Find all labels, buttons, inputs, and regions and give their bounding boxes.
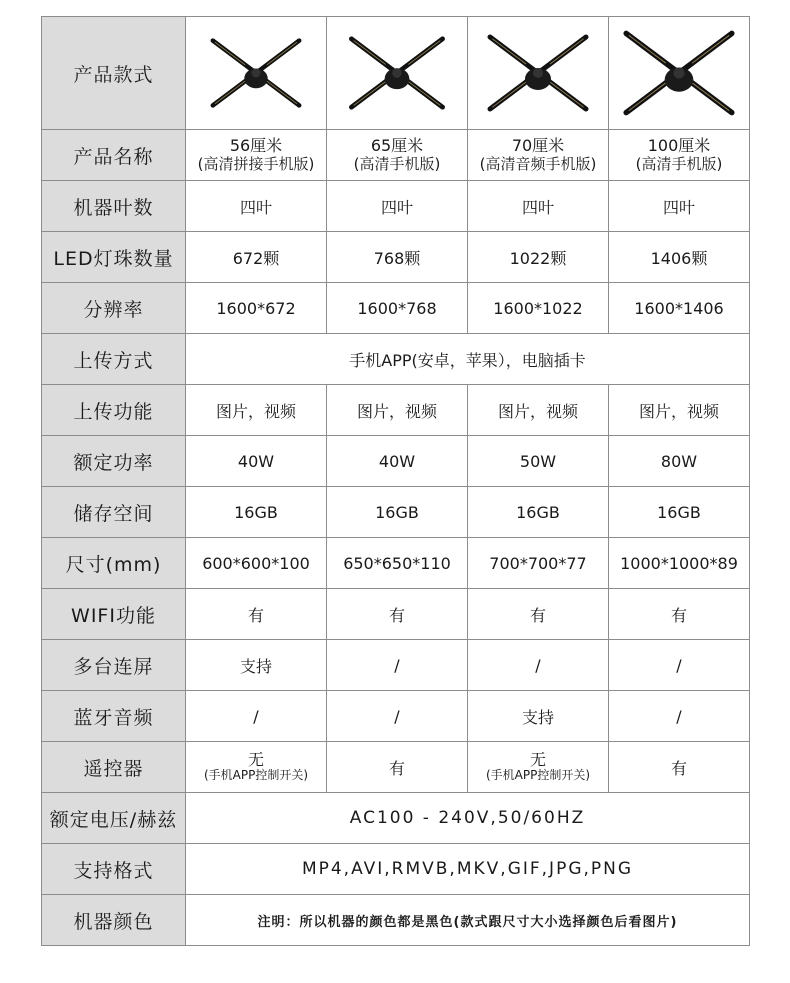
product-image-cell [327,17,468,130]
spec-row [42,844,750,895]
spec-cell: 支持 [468,691,609,742]
spec-cell: 1022颗 [468,232,609,283]
spec-cell: 40W [186,436,327,487]
remote-cell: 有 [327,742,468,793]
spec-cell: 图片，视频 [609,385,750,436]
spec-cell: 四叶 [327,181,468,232]
product-size-text: 70厘米 [511,136,565,155]
row-header: 多台连屏 [42,640,186,691]
row-header: 额定功率 [42,436,186,487]
spec-cell: 图片，视频 [327,385,468,436]
remote-value: 无 [247,750,264,769]
fan-70-icon [468,23,608,123]
product-name-cell [609,130,750,181]
remote-cell [468,742,609,793]
product-size-text: 100厘米 [647,136,711,155]
spec-cell: 图片，视频 [186,385,327,436]
row-header: 上传功能 [42,385,186,436]
spec-cell: 700*700*77 [468,538,609,589]
spec-table [41,16,750,946]
product-image-cell [468,17,609,130]
spec-cell: 16GB [186,487,327,538]
row-header: 遥控器 [42,742,186,793]
row-header: 产品款式 [42,17,186,130]
spec-row [42,589,750,640]
remote-cell [186,742,327,793]
spec-row [42,742,750,793]
spec-wide-cell: AC100 - 240V,50/60HZ [186,793,750,844]
spec-cell: 768颗 [327,232,468,283]
spec-cell: 650*650*110 [327,538,468,589]
spec-cell: 1600*1022 [468,283,609,334]
spec-cell: 1000*1000*89 [609,538,750,589]
spec-cell: 有 [609,589,750,640]
spec-wide-cell: 手机APP(安卓，苹果），电脑插卡 [186,334,750,385]
spec-cell: 1406颗 [609,232,750,283]
spec-cell: 16GB [468,487,609,538]
row-header: 机器颜色 [42,895,186,946]
spec-cell: / [468,640,609,691]
row-header: 尺寸(mm) [42,538,186,589]
spec-cell: 支持 [186,640,327,691]
spec-row [42,436,750,487]
spec-cell: 有 [327,589,468,640]
spec-cell: / [609,691,750,742]
product-image-cell [609,17,750,130]
spec-row [42,793,750,844]
spec-cell: / [609,640,750,691]
spec-row [42,334,750,385]
spec-row [42,232,750,283]
product-name-cell [468,130,609,181]
spec-cell: 四叶 [186,181,327,232]
row-header: WIFI功能 [42,589,186,640]
product-edition-text: (高清手机版) [353,155,441,173]
spec-cell: 80W [609,436,750,487]
spec-cell: 1600*672 [186,283,327,334]
spec-cell: 50W [468,436,609,487]
spec-cell: 图片，视频 [468,385,609,436]
spec-row [42,691,750,742]
row-header: 机器叶数 [42,181,186,232]
spec-row [42,17,750,130]
spec-cell: 四叶 [609,181,750,232]
remote-note: (手机APP控制开关) [485,768,591,782]
spec-wide-cell: 注明：所以机器的颜色都是黑色(款式跟尺寸大小选择颜色后看图片) [186,895,750,946]
spec-cell: / [327,640,468,691]
fan-56-icon [186,23,326,123]
row-header: 分辨率 [42,283,186,334]
spec-row [42,487,750,538]
spec-cell: 672颗 [186,232,327,283]
product-name-cell [186,130,327,181]
spec-cell: 16GB [609,487,750,538]
product-edition-text: (高清音频手机版) [479,155,597,173]
spec-row [42,895,750,946]
spec-row [42,283,750,334]
spec-cell: 600*600*100 [186,538,327,589]
spec-row [42,640,750,691]
row-header: 蓝牙音频 [42,691,186,742]
product-image-cell [186,17,327,130]
fan-65-icon [327,23,467,123]
row-header: 产品名称 [42,130,186,181]
spec-cell: 有 [186,589,327,640]
spec-table-body [42,17,750,946]
product-edition-text: (高清手机版) [635,155,723,173]
row-header: 上传方式 [42,334,186,385]
fan-100-icon [609,23,749,123]
spec-row [42,385,750,436]
spec-cell: 有 [468,589,609,640]
remote-value: 无 [529,750,546,769]
spec-cell: 40W [327,436,468,487]
spec-wide-cell: MP4,AVI,RMVB,MKV,GIF,JPG,PNG [186,844,750,895]
remote-note: (手机APP控制开关) [203,768,309,782]
row-header: 储存空间 [42,487,186,538]
remote-cell: 有 [609,742,750,793]
spec-cell: / [186,691,327,742]
spec-cell: 16GB [327,487,468,538]
spec-cell: / [327,691,468,742]
product-size-text: 65厘米 [370,136,424,155]
spec-cell: 四叶 [468,181,609,232]
spec-row [42,538,750,589]
spec-row [42,181,750,232]
row-header: 支持格式 [42,844,186,895]
spec-cell: 1600*1406 [609,283,750,334]
row-header: 额定电压/赫兹 [42,793,186,844]
product-edition-text: (高清拼接手机版) [197,155,315,173]
spec-table-container [41,16,749,946]
product-name-cell [327,130,468,181]
product-size-text: 56厘米 [229,136,283,155]
spec-row [42,130,750,181]
row-header: LED灯珠数量 [42,232,186,283]
spec-cell: 1600*768 [327,283,468,334]
